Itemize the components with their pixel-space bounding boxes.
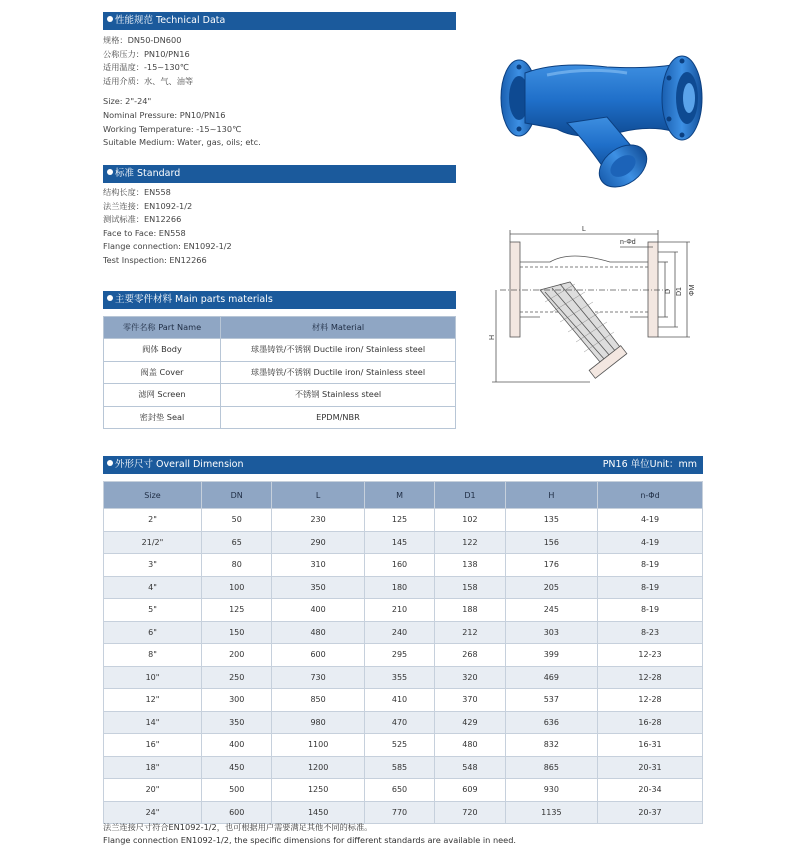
- dimension-cell: 600: [272, 644, 364, 667]
- standard-line: 测试标准：EN12266: [103, 214, 182, 225]
- dimension-cell: 537: [505, 689, 597, 712]
- dimension-cell: 176: [505, 554, 597, 577]
- spec-line: Nominal Pressure: PN10/PN16: [103, 109, 226, 120]
- dimension-cell: 205: [505, 576, 597, 599]
- dimension-cell: 4-19: [598, 531, 703, 554]
- dimension-cell: 188: [435, 599, 505, 622]
- dimension-cell: 245: [505, 599, 597, 622]
- dimension-cell: 122: [435, 531, 505, 554]
- dimension-label-h: H: [489, 334, 496, 340]
- materials-header-row: [104, 317, 456, 339]
- dimension-cell: 8-19: [598, 576, 703, 599]
- table-row: [104, 384, 456, 407]
- part-name-cell: 滤网 Screen: [104, 384, 221, 407]
- dimension-cell: 1250: [272, 779, 364, 802]
- dimension-cell: 730: [272, 666, 364, 689]
- dimension-label-bolt-holes: n-Φd: [620, 239, 636, 246]
- dimension-cell: 102: [435, 509, 505, 532]
- material-cell: EPDM/NBR: [221, 406, 456, 429]
- dimension-cell: 600: [202, 801, 272, 824]
- standard-title: 标准 Standard: [115, 168, 181, 179]
- dimension-cell: 980: [272, 711, 364, 734]
- dimension-table-body: [104, 509, 703, 824]
- material-cell: 球墨铸铁/不锈钢 Ductile iron/ Stainless steel: [221, 339, 456, 362]
- dimension-cell: 480: [272, 621, 364, 644]
- dimension-cell: 16-31: [598, 734, 703, 757]
- dimension-cell: 125: [364, 509, 434, 532]
- dimension-cell: 12-28: [598, 666, 703, 689]
- technical-data-title-bar: [103, 12, 456, 30]
- dimension-cell: 350: [202, 711, 272, 734]
- dimension-cell: 100: [202, 576, 272, 599]
- dimension-cell: 400: [272, 599, 364, 622]
- dimension-cell: 2": [104, 509, 202, 532]
- dimension-cell: 250: [202, 666, 272, 689]
- dimension-cell: 1135: [505, 801, 597, 824]
- dimension-label-l: L: [582, 226, 586, 233]
- table-row: [104, 644, 703, 667]
- dimension-cell: 355: [364, 666, 434, 689]
- dimension-cell: 470: [364, 711, 434, 734]
- dimension-cell: 80: [202, 554, 272, 577]
- column-header: H: [505, 482, 597, 509]
- technical-data-title: 性能规范 Technical Data: [115, 15, 226, 26]
- dimension-cell: 240: [364, 621, 434, 644]
- dimension-cell: 930: [505, 779, 597, 802]
- dimension-cell: 650: [364, 779, 434, 802]
- technical-data-list: [103, 34, 261, 150]
- dimension-cell: 400: [202, 734, 272, 757]
- dimension-table: [103, 481, 703, 824]
- dimension-cell: 295: [364, 644, 434, 667]
- dimension-cell: 8-23: [598, 621, 703, 644]
- dimension-cell: 156: [505, 531, 597, 554]
- dimension-cell: 290: [272, 531, 364, 554]
- dimension-cell: 370: [435, 689, 505, 712]
- part-name-cell: 阀盖 Cover: [104, 361, 221, 384]
- dimension-cell: 18": [104, 756, 202, 779]
- dimension-cell: 125: [202, 599, 272, 622]
- dimension-cell: 20-37: [598, 801, 703, 824]
- dimension-cell: 865: [505, 756, 597, 779]
- column-header: DN: [202, 482, 272, 509]
- dimension-cell: 1450: [272, 801, 364, 824]
- column-header: 材料 Material: [221, 317, 456, 339]
- column-header: n-Φd: [598, 482, 703, 509]
- dimension-cell: 399: [505, 644, 597, 667]
- dimension-cell: 480: [435, 734, 505, 757]
- spec-line: Size: 2"-24": [103, 96, 152, 107]
- dimension-cell: 585: [364, 756, 434, 779]
- dimension-cell: 4-19: [598, 509, 703, 532]
- dimension-cell: 303: [505, 621, 597, 644]
- standard-line: Flange connection: EN1092-1/2: [103, 241, 232, 252]
- table-row: [104, 406, 456, 429]
- table-row: [104, 621, 703, 644]
- dimension-cell: 210: [364, 599, 434, 622]
- dimension-cell: 5": [104, 599, 202, 622]
- column-header: Size: [104, 482, 202, 509]
- dimension-cell: 350: [272, 576, 364, 599]
- dimension-cell: 410: [364, 689, 434, 712]
- dimension-label-m: ΦM: [689, 284, 696, 296]
- dimension-cell: 20": [104, 779, 202, 802]
- dimension-cell: 65: [202, 531, 272, 554]
- dimension-cell: 230: [272, 509, 364, 532]
- spec-line: 适用介质：水、气、油等: [103, 75, 194, 86]
- table-row: [104, 689, 703, 712]
- materials-title-bar: [103, 291, 456, 309]
- dimension-cell: 8-19: [598, 599, 703, 622]
- table-row: [104, 509, 703, 532]
- dimension-cell: 20-31: [598, 756, 703, 779]
- dimension-cell: 469: [505, 666, 597, 689]
- dimension-cell: 310: [272, 554, 364, 577]
- dimension-cell: 135: [505, 509, 597, 532]
- dimension-cell: 180: [364, 576, 434, 599]
- dimension-cell: 150: [202, 621, 272, 644]
- standard-line: Face to Face: EN558: [103, 227, 186, 238]
- spec-line: Working Temperature: -15~130℃: [103, 123, 242, 134]
- dimension-cell: 850: [272, 689, 364, 712]
- dimension-cell: 212: [435, 621, 505, 644]
- dimension-cell: 158: [435, 576, 505, 599]
- dimension-cell: 12-28: [598, 689, 703, 712]
- dimension-label-d: D: [665, 288, 672, 294]
- dimension-cell: 10": [104, 666, 202, 689]
- dimension-cell: 8": [104, 644, 202, 667]
- table-row: [104, 599, 703, 622]
- column-header: L: [272, 482, 364, 509]
- standard-line: Test Inspection: EN12266: [103, 254, 207, 265]
- table-row: [104, 666, 703, 689]
- dimension-header-row: [104, 482, 703, 509]
- dimension-cell: 636: [505, 711, 597, 734]
- table-row: [104, 711, 703, 734]
- table-row: [104, 756, 703, 779]
- dimension-cell: 6": [104, 621, 202, 644]
- bullet-icon: [107, 460, 113, 466]
- footnote-english: Flange connection EN1092-1/2, the specific dimensions for different standards are available in need.: [103, 835, 517, 845]
- dimension-cell: 138: [435, 554, 505, 577]
- standard-title-bar: [103, 165, 456, 183]
- column-header: M: [364, 482, 434, 509]
- dimension-label-d1: D1: [676, 287, 683, 296]
- dimension-cell: 548: [435, 756, 505, 779]
- dimension-cell: 609: [435, 779, 505, 802]
- spec-line: 公称压力：PN10/PN16: [103, 48, 190, 59]
- standard-list: [103, 186, 232, 268]
- dimension-cell: 4": [104, 576, 202, 599]
- table-row: [104, 734, 703, 757]
- dimension-cell: 770: [364, 801, 434, 824]
- dimension-cell: 14": [104, 711, 202, 734]
- table-row: [104, 554, 703, 577]
- spec-line: Suitable Medium: Water, gas, oils; etc.: [103, 137, 261, 148]
- dimension-cell: 268: [435, 644, 505, 667]
- dimension-cell: 1200: [272, 756, 364, 779]
- material-cell: 球墨铸铁/不锈钢 Ductile iron/ Stainless steel: [221, 361, 456, 384]
- dimension-cell: 720: [435, 801, 505, 824]
- dimension-cell: 3": [104, 554, 202, 577]
- bullet-icon: [107, 295, 113, 301]
- dimension-cell: 21/2": [104, 531, 202, 554]
- spec-line: 规格：DN50-DN600: [103, 35, 182, 45]
- dimension-cell: 12-23: [598, 644, 703, 667]
- table-row: [104, 361, 456, 384]
- dimension-cell: 500: [202, 779, 272, 802]
- table-row: [104, 339, 456, 362]
- dimension-cell: 450: [202, 756, 272, 779]
- materials-table: [103, 316, 456, 429]
- dimension-cell: 16": [104, 734, 202, 757]
- part-name-cell: 密封垫 Seal: [104, 406, 221, 429]
- y-strainer-product-image: [497, 33, 707, 213]
- dimension-cell: 429: [435, 711, 505, 734]
- dimension-cell: 160: [364, 554, 434, 577]
- dimension-unit: PN16 单位Unit：mm: [602, 459, 697, 470]
- dimension-cell: 12": [104, 689, 202, 712]
- dimension-cell: 16-28: [598, 711, 703, 734]
- dimension-title: 外形尺寸 Overall Dimension: [115, 459, 244, 470]
- dimension-cell: 50: [202, 509, 272, 532]
- dimension-cell: 200: [202, 644, 272, 667]
- table-row: [104, 576, 703, 599]
- dimension-cell: 145: [364, 531, 434, 554]
- standard-line: 结构长度：EN558: [103, 187, 171, 197]
- dimension-cell: 832: [505, 734, 597, 757]
- dimension-cell: 320: [435, 666, 505, 689]
- materials-title: 主要零件材料 Main parts materials: [115, 294, 273, 305]
- bullet-icon: [107, 169, 113, 175]
- dimension-cell: 20-34: [598, 779, 703, 802]
- table-row: [104, 779, 703, 802]
- table-row: [104, 531, 703, 554]
- standard-line: 法兰连接：EN1092-1/2: [103, 200, 193, 211]
- column-header: D1: [435, 482, 505, 509]
- material-cell: 不锈钢 Stainless steel: [221, 384, 456, 407]
- dimension-title-bar: [103, 456, 703, 474]
- spec-line: 适用温度：-15~130℃: [103, 62, 189, 73]
- dimension-cell: 24": [104, 801, 202, 824]
- table-row: [104, 801, 703, 824]
- dimension-cell: 300: [202, 689, 272, 712]
- dimension-cell: 525: [364, 734, 434, 757]
- bullet-icon: [107, 16, 113, 22]
- dimension-cell: 8-19: [598, 554, 703, 577]
- y-strainer-section-drawing: [490, 222, 705, 397]
- part-name-cell: 阀体 Body: [104, 339, 221, 362]
- column-header: 零件名称 Part Name: [104, 317, 221, 339]
- dimension-cell: 1100: [272, 734, 364, 757]
- footnote-chinese: 法兰连接尺寸符合EN1092-1/2，也可根据用户需要满足其他不同的标准。: [103, 822, 373, 832]
